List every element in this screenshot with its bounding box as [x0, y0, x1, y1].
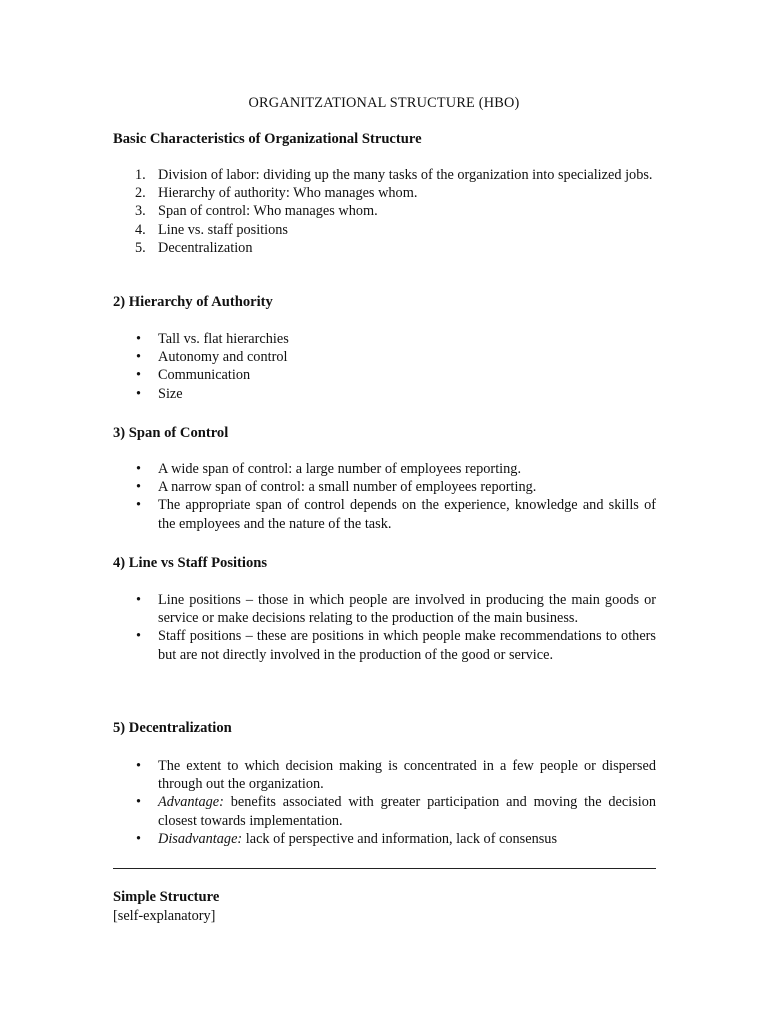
list-item: [113, 496, 656, 532]
bullet: •: [136, 461, 142, 477]
line-vs-staff-list: [113, 591, 656, 664]
list-item: [113, 830, 656, 848]
basic-characteristics-list: [113, 166, 656, 257]
section-heading-line-vs-staff: 4) Line vs Staff Positions: [113, 555, 268, 571]
list-item: [113, 239, 656, 257]
bullet: •: [136, 349, 142, 366]
list-number: 4.: [135, 221, 146, 238]
bullet: •: [136, 758, 142, 774]
bullet: •: [136, 628, 142, 645]
list-item: [113, 460, 656, 478]
list-item: [113, 385, 656, 403]
span-of-control-list: [113, 460, 656, 533]
list-item: [113, 366, 656, 384]
list-item: [113, 348, 656, 366]
section-heading-span-of-control: 3) Span of Control: [113, 425, 229, 441]
list-item-text: Tall vs. flat hierarchies: [158, 331, 289, 347]
document-title: ORGANITZATIONAL STRUCTURE (HBO): [248, 95, 520, 111]
list-item-text: A wide span of control: a large number of employees reporting.: [158, 461, 522, 477]
list-item: [113, 202, 656, 220]
list-item-text: benefits associated with greater participation and moving the decision closest towards implementation.: [158, 794, 656, 829]
list-item-text: lack of perspective and information, lack of consensus: [242, 830, 558, 847]
list-item: [113, 627, 656, 663]
list-item-text: Decentralization: [158, 239, 253, 256]
list-item-text: Line vs. staff positions: [158, 221, 288, 238]
bullet: •: [136, 331, 142, 347]
list-item: [113, 793, 656, 829]
section-heading-hierarchy-of-authority: 2) Hierarchy of Authority: [113, 294, 273, 310]
list-number: 5.: [135, 239, 146, 256]
list-item-text: Span of control: Who manages whom.: [158, 203, 378, 220]
list-item-text: Size: [158, 385, 183, 402]
list-item-text: The extent to which decision making is concentrated in a few people or dispersed through out the organization.: [158, 758, 656, 793]
list-number: 3.: [135, 203, 146, 220]
list-item: [113, 478, 656, 496]
list-item: [113, 330, 656, 348]
horizontal-divider: [113, 868, 656, 869]
list-item: [113, 184, 656, 202]
list-item-text: Autonomy and control: [158, 349, 288, 366]
bullet: •: [136, 385, 142, 402]
section-heading-decentralization: 5) Decentralization: [113, 720, 232, 736]
bullet: •: [136, 367, 142, 384]
advantage-label: Advantage:: [158, 794, 224, 811]
bullet: •: [136, 794, 142, 811]
simple-structure-subtext: [self-explanatory]: [113, 908, 216, 924]
simple-structure-heading: Simple Structure: [113, 889, 220, 905]
list-item-text: Staff positions – these are positions in which people make recommendations to others but are not directly involved in the production of the good or service.: [158, 628, 656, 663]
list-number: 1.: [135, 167, 146, 183]
list-item-text: Line positions – those in which people are involved in producing the main goods or service or make decisions relating to the production of the main business.: [158, 592, 656, 627]
list-item: [113, 166, 656, 184]
bullet: •: [136, 497, 142, 514]
list-item-text: A narrow span of control: a small number of employees reporting.: [158, 479, 537, 496]
bullet: •: [136, 479, 142, 496]
hierarchy-of-authority-list: [113, 330, 656, 403]
list-item: [113, 591, 656, 627]
list-item: [113, 221, 656, 239]
list-item-text: Hierarchy of authority: Who manages whom.: [158, 185, 418, 202]
bullet: •: [136, 830, 142, 847]
list-item-text: The appropriate span of control depends on the experience, knowledge and skills of the employees and the nature of the task.: [158, 497, 656, 532]
decentralization-list: [113, 757, 656, 848]
section-heading-basic-characteristics: Basic Characteristics of Organizational Structure: [113, 131, 422, 147]
list-item-text: Communication: [158, 367, 251, 384]
list-item-text: Division of labor: dividing up the many tasks of the organization into specialized jobs.: [158, 167, 653, 183]
list-item: [113, 757, 656, 793]
list-number: 2.: [135, 185, 146, 202]
disadvantage-label: Disadvantage:: [158, 830, 243, 847]
bullet: •: [136, 592, 142, 608]
